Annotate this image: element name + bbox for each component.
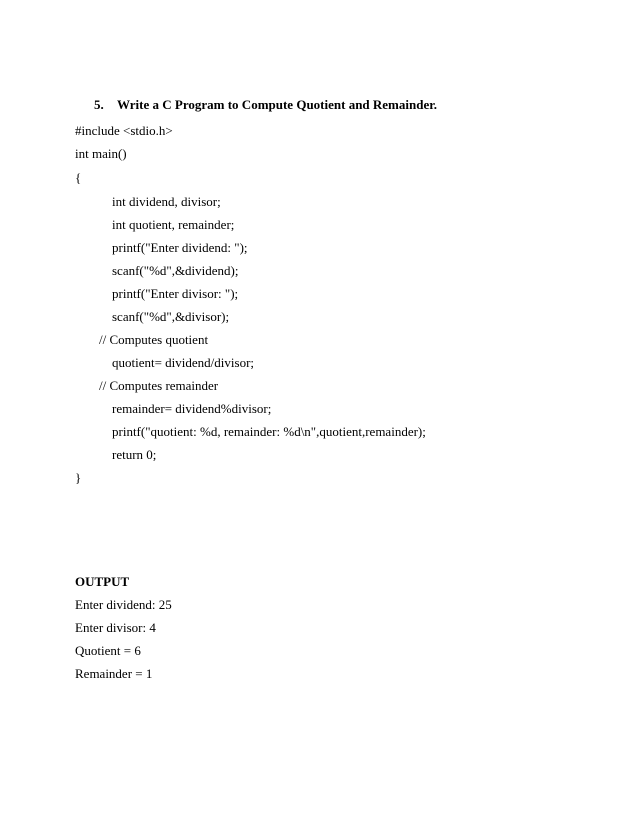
output-line-divisor: Enter divisor: 4: [75, 620, 156, 635]
code-line-close-brace: }: [75, 470, 82, 485]
code-line-scanf-divisor: scanf("%d",&divisor);: [112, 309, 230, 324]
code-line-decl-dividend: int dividend, divisor;: [112, 194, 221, 209]
output-heading: OUTPUT: [75, 574, 130, 589]
code-line-printf-dividend: printf("Enter dividend: ");: [112, 240, 248, 255]
code-line-printf-result: printf("quotient: %d, remainder: %d\n",quotient,remainder);: [112, 424, 426, 439]
code-line-include: #include <stdio.h>: [75, 123, 173, 138]
code-line-compute-remainder: remainder= dividend%divisor;: [112, 401, 272, 416]
output-line-dividend: Enter dividend: 25: [75, 597, 172, 612]
code-line-open-brace: {: [75, 170, 82, 185]
heading-text: Write a C Program to Compute Quotient and Remainder.: [117, 97, 438, 112]
output-line-remainder: Remainder = 1: [75, 666, 153, 681]
code-line-decl-quotient: int quotient, remainder;: [112, 217, 235, 232]
code-line-comment-quotient: // Computes quotient: [99, 332, 209, 347]
code-line-scanf-dividend: scanf("%d",&dividend);: [112, 263, 239, 278]
code-line-comment-remainder: // Computes remainder: [99, 378, 219, 393]
code-line-return: return 0;: [112, 447, 157, 462]
code-line-compute-quotient: quotient= dividend/divisor;: [112, 355, 255, 370]
program-heading: [94, 97, 437, 113]
code-line-printf-divisor: printf("Enter divisor: ");: [112, 286, 239, 301]
heading-number: 5.: [94, 97, 104, 112]
output-line-quotient: Quotient = 6: [75, 643, 141, 658]
code-line-main: int main(): [75, 146, 127, 161]
